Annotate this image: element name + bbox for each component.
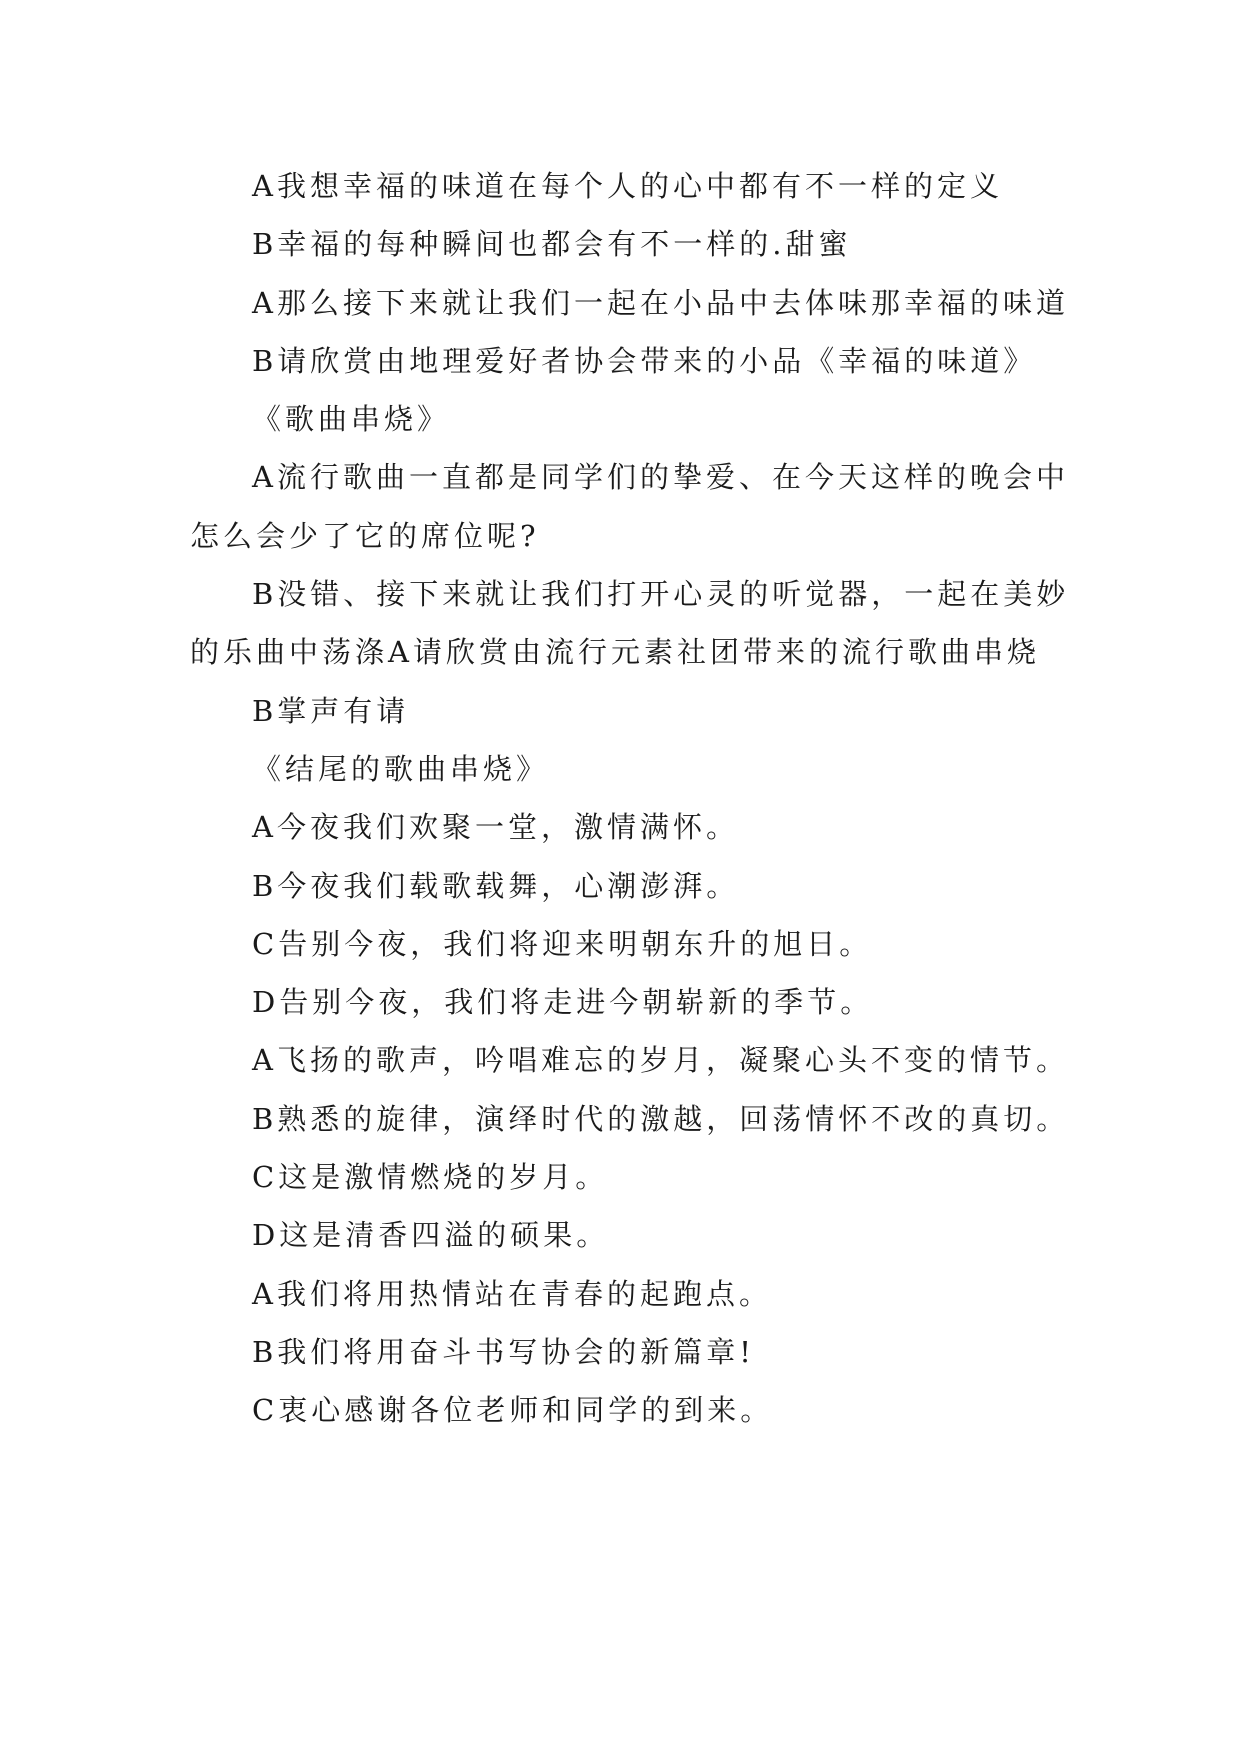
paragraph: A今夜我们欢聚一堂，激情满怀。 <box>252 810 739 845</box>
section-title: 《结尾的歌曲串烧》 <box>252 751 550 786</box>
paragraph: B熟悉的旋律，演绎时代的激越，回荡情怀不改的真切。 <box>252 1101 1070 1136</box>
paragraph: B没错、接下来就让我们打开心灵的听觉器，一起在美妙的乐曲中荡涤A请欣赏由流行元素社团带来的流行歌曲串烧 <box>190 577 1070 670</box>
paragraph: A飞扬的歌声，吟唱难忘的岁月，凝聚心头不变的情节。 <box>252 1043 1069 1078</box>
paragraph: C这是激情燃烧的岁月。 <box>252 1160 609 1195</box>
document-body <box>190 157 1070 1440</box>
section-title: 《歌曲串烧》 <box>252 402 451 437</box>
paragraph: B幸福的每种瞬间也都会有不一样的.甜蜜 <box>252 227 852 262</box>
paragraph: C衷心感谢各位老师和同学的到来。 <box>252 1393 774 1428</box>
paragraph: B掌声有请 <box>252 693 410 728</box>
paragraph: B今夜我们载歌载舞，心潮澎湃。 <box>252 868 740 903</box>
paragraph: A我想幸福的味道在每个人的心中都有不一样的定义 <box>252 169 1003 203</box>
paragraph: A流行歌曲一直都是同学们的挚爱、在今天这样的晚会中怎么会少了它的席位呢? <box>190 460 1069 553</box>
paragraph: D这是清香四溢的硕果。 <box>252 1218 610 1253</box>
paragraph: B请欣赏由地理爱好者协会带来的小品《幸福的味道》 <box>252 343 1037 378</box>
paragraph: A我们将用热情站在青春的起跑点。 <box>252 1276 772 1311</box>
paragraph: D告别今夜，我们将走进今朝崭新的季节。 <box>252 985 874 1020</box>
paragraph: B我们将用奋斗书写协会的新篇章! <box>252 1334 755 1369</box>
paragraph: A那么接下来就让我们一起在小品中去体味那幸福的味道 <box>252 285 1069 320</box>
paragraph: C告别今夜，我们将迎来明朝东升的旭日。 <box>252 926 873 961</box>
